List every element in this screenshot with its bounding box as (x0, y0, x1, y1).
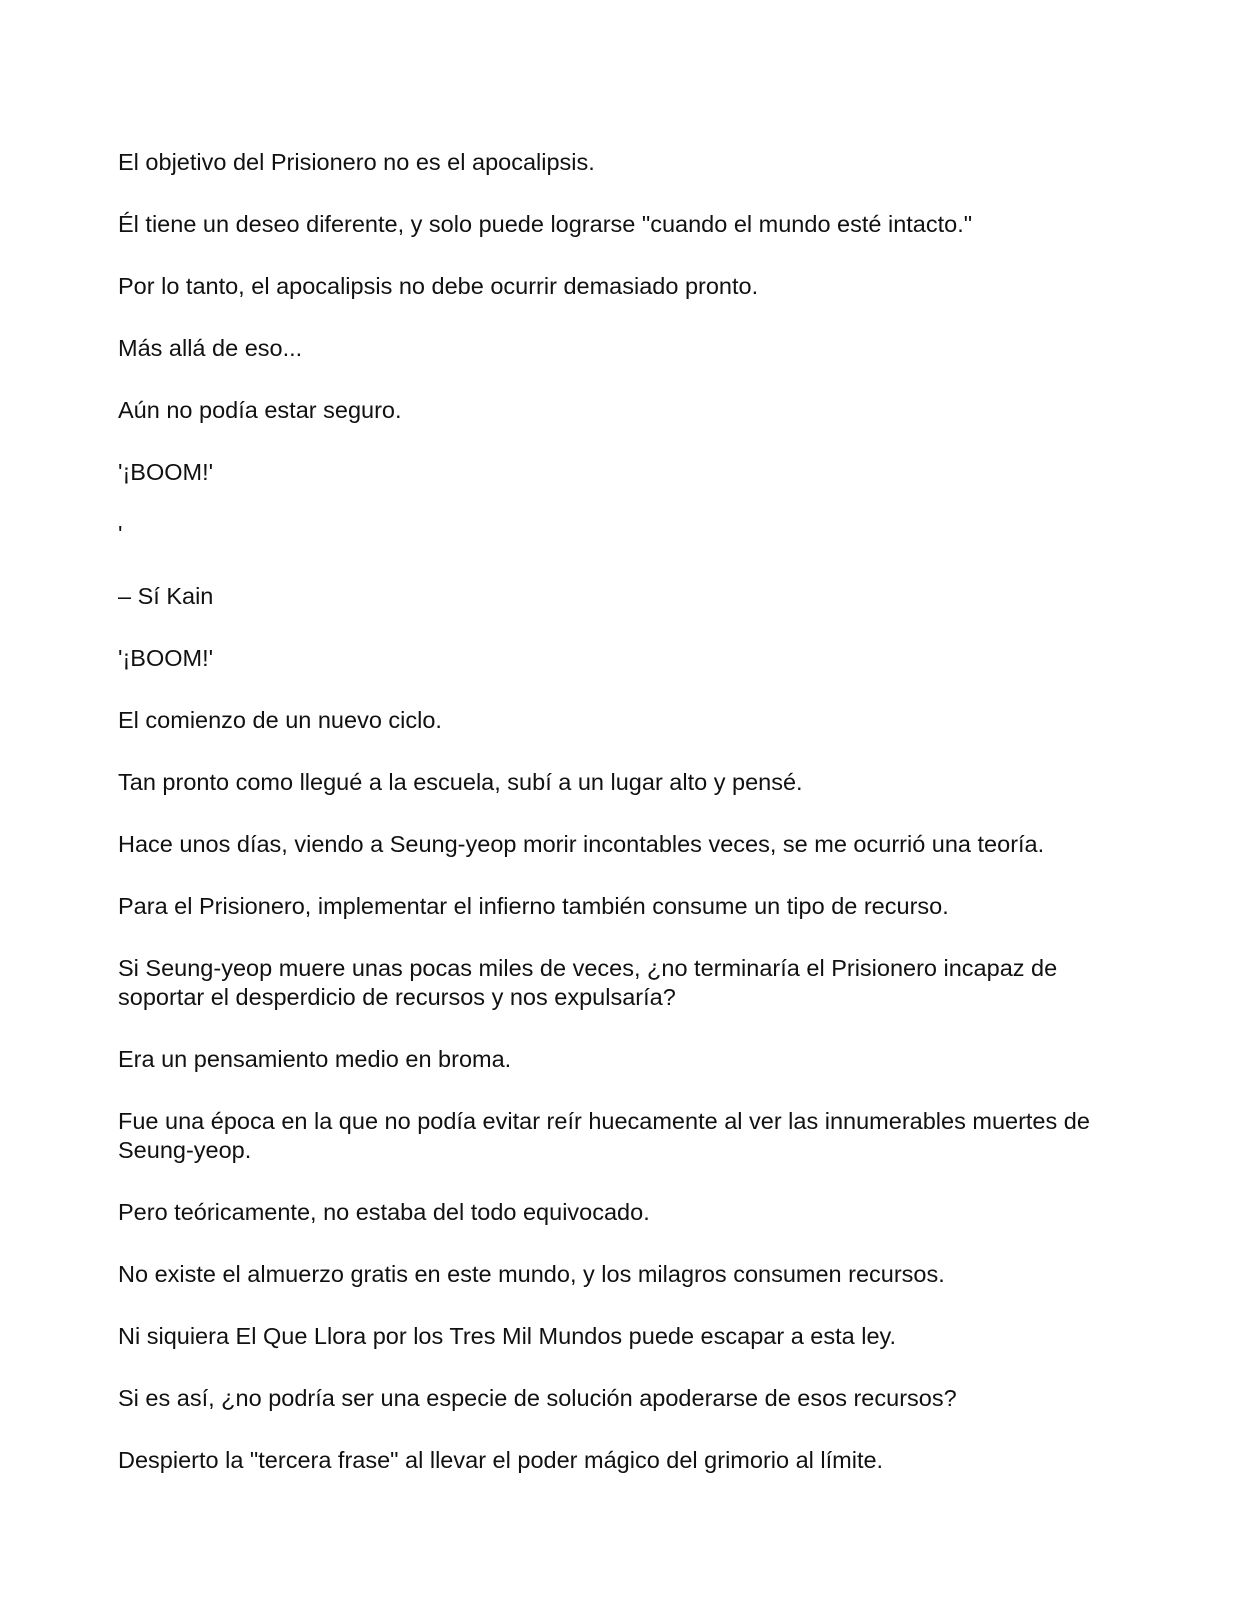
paragraph: Despierto la "tercera frase" al llevar el poder mágico del grimorio al límite. (118, 1447, 884, 1473)
paragraph: Más allá de eso... (118, 335, 303, 361)
paragraph: Aún no podía estar seguro. (118, 397, 402, 423)
paragraph: Él tiene un deseo diferente, y solo puede lograrse "cuando el mundo esté intacto." (118, 211, 973, 237)
paragraph: – Sí Kain (118, 583, 214, 609)
paragraph: ' (118, 521, 123, 547)
paragraph: '¡BOOM!' (118, 645, 214, 671)
document-body (118, 148, 1118, 1508)
paragraph: Hace unos días, viendo a Seung-yeop morir incontables veces, se me ocurrió una teoría. (118, 831, 1045, 857)
paragraph: Era un pensamiento medio en broma. (118, 1046, 512, 1072)
paragraph: Si es así, ¿no podría ser una especie de solución apoderarse de esos recursos? (118, 1385, 957, 1411)
paragraph: '¡BOOM!' (118, 459, 214, 485)
paragraph: Para el Prisionero, implementar el infierno también consume un tipo de recurso. (118, 893, 949, 919)
paragraph: No existe el almuerzo gratis en este mundo, y los milagros consumen recursos. (118, 1261, 945, 1287)
paragraph: Ni siquiera El Que Llora por los Tres Mil Mundos puede escapar a esta ley. (118, 1323, 897, 1349)
paragraph: El objetivo del Prisionero no es el apocalipsis. (118, 149, 595, 175)
paragraph: Fue una época en la que no podía evitar reír huecamente al ver las innumerables muertes de Seung-yeop. (118, 1108, 1090, 1163)
paragraph: Pero teóricamente, no estaba del todo equivocado. (118, 1199, 650, 1225)
paragraph: Tan pronto como llegué a la escuela, subí a un lugar alto y pensé. (118, 769, 803, 795)
paragraph: El comienzo de un nuevo ciclo. (118, 707, 442, 733)
paragraph: Si Seung-yeop muere unas pocas miles de veces, ¿no terminaría el Prisionero incapaz de soportar el desperdicio de recursos y nos expulsaría? (118, 955, 1058, 1010)
paragraph: Por lo tanto, el apocalipsis no debe ocurrir demasiado pronto. (118, 273, 759, 299)
